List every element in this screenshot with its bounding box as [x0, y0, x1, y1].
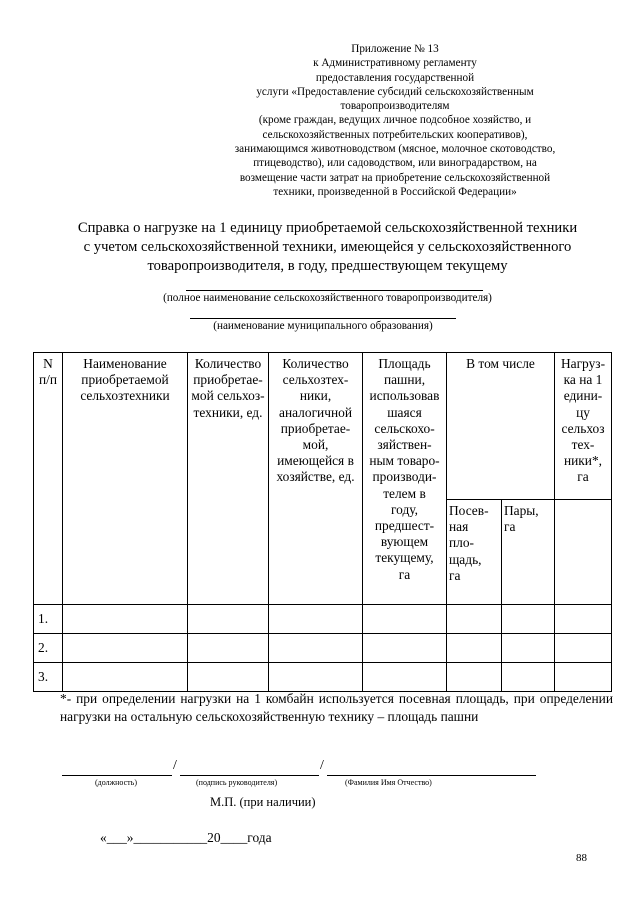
municipality-caption: (наименование муниципального образования): [213, 320, 433, 332]
producer-caption: (полное наименование сельскохозяйственного товаропроизводителя): [163, 292, 492, 304]
table-cell[interactable]: [447, 663, 502, 692]
header-name: Наименование приобретаемой сельхозтехники: [63, 353, 188, 605]
header-load: Нагруз- ка на 1 едини- цу сельхоз тех- ники*, га: [555, 353, 612, 500]
stamp-label: М.П. (при наличии): [210, 795, 316, 809]
table-cell[interactable]: [555, 605, 612, 634]
header-area: Площадь пашни, использовав шаяся сельскохо- зяйствен- ным товаро- производи- телем в году, предшест- вующем текущему, га: [363, 353, 447, 605]
table-row: [34, 634, 612, 663]
table-cell[interactable]: [555, 634, 612, 663]
position-caption: (должность): [95, 778, 137, 787]
table-cell[interactable]: [63, 605, 188, 634]
table-cell[interactable]: [63, 663, 188, 692]
table-cell[interactable]: [363, 634, 447, 663]
appendix-line: (кроме граждан, ведущих личное подсобное хозяйство, и: [258, 114, 532, 127]
table-cell[interactable]: [502, 663, 555, 692]
header-qty: Количество приобретае- мой сельхоз- техники, ед.: [188, 353, 269, 605]
title-line: Справка о нагрузке на 1 единицу приобретаемой сельскохозяйственной техники: [77, 220, 578, 236]
header-load-empty: [555, 500, 612, 605]
row-number: 3.: [34, 663, 63, 692]
municipality-line[interactable]: [190, 318, 456, 319]
footnote: *- при определении нагрузки на 1 комбайн используется посевная площадь, при определении нагрузки на остальную сельскохозяйственную технику – площадь пашни: [60, 691, 613, 724]
header-including: В том числе: [447, 353, 555, 500]
header-fallow: Пары, га: [502, 500, 555, 605]
appendix-line: занимающимся животноводством (мясное, молочное скотоводство,: [234, 143, 556, 156]
table-cell[interactable]: [63, 634, 188, 663]
document-title: [40, 219, 615, 276]
date-line[interactable]: «___»___________20____года: [100, 830, 272, 845]
table-cell[interactable]: [269, 663, 363, 692]
appendix-line: предоставления государственной: [315, 71, 475, 84]
producer-name-line[interactable]: [186, 290, 483, 291]
appendix-line: Приложение № 13: [351, 43, 439, 55]
fio-caption: (Фамилия Имя Отчество): [345, 778, 432, 787]
slash-separator: /: [173, 758, 177, 773]
title-line: с учетом сельскохозяйственной техники, имеющейся у сельскохозяйственного: [83, 239, 572, 255]
row-number: 1.: [34, 605, 63, 634]
page-number: 88: [576, 852, 587, 864]
signature-line[interactable]: [180, 775, 319, 776]
table-cell[interactable]: [447, 634, 502, 663]
appendix-line: услуги «Предоставление субсидий сельскохозяйственным: [256, 85, 534, 98]
appendix-line: птицеводство), или садоводством, или виноградарством, на: [253, 157, 537, 170]
header-sown: Посев- ная пло- щадь, га: [447, 500, 502, 605]
signature-caption: (подпись руководителя): [196, 778, 278, 787]
table-cell[interactable]: [269, 605, 363, 634]
title-line: товаропроизводителя, в году, предшествующем текущему: [147, 258, 508, 274]
appendix-line: техники, произведенной в Российской Федерации»: [273, 185, 517, 198]
table-cell[interactable]: [555, 663, 612, 692]
load-table: [33, 352, 612, 692]
position-line[interactable]: [62, 775, 172, 776]
table-row: [34, 663, 612, 692]
appendix-line: товаропроизводителям: [340, 100, 450, 113]
table-cell[interactable]: [502, 634, 555, 663]
appendix-line: возмещение части затрат на приобретение сельскохозяйственной: [239, 171, 551, 184]
table-cell[interactable]: [502, 605, 555, 634]
header-qty-existing: Количество сельхозтех- ники, аналогичной приобретае- мой, имеющейся в хозяйстве, ед.: [269, 353, 363, 605]
table-cell[interactable]: [447, 605, 502, 634]
table-cell[interactable]: [269, 634, 363, 663]
table-row: [34, 605, 612, 634]
row-number: 2.: [34, 634, 63, 663]
header-num: N п/п: [34, 353, 63, 605]
table-cell[interactable]: [188, 605, 269, 634]
table-cell[interactable]: [363, 605, 447, 634]
table-cell[interactable]: [188, 634, 269, 663]
table-cell[interactable]: [188, 663, 269, 692]
appendix-line: к Административному регламенту: [313, 57, 477, 70]
fio-line[interactable]: [327, 775, 536, 776]
slash-separator: /: [320, 758, 324, 773]
appendix-line: сельскохозяйственных потребительских кооперативов),: [262, 128, 528, 141]
appendix-header: [200, 42, 590, 199]
table-cell[interactable]: [363, 663, 447, 692]
